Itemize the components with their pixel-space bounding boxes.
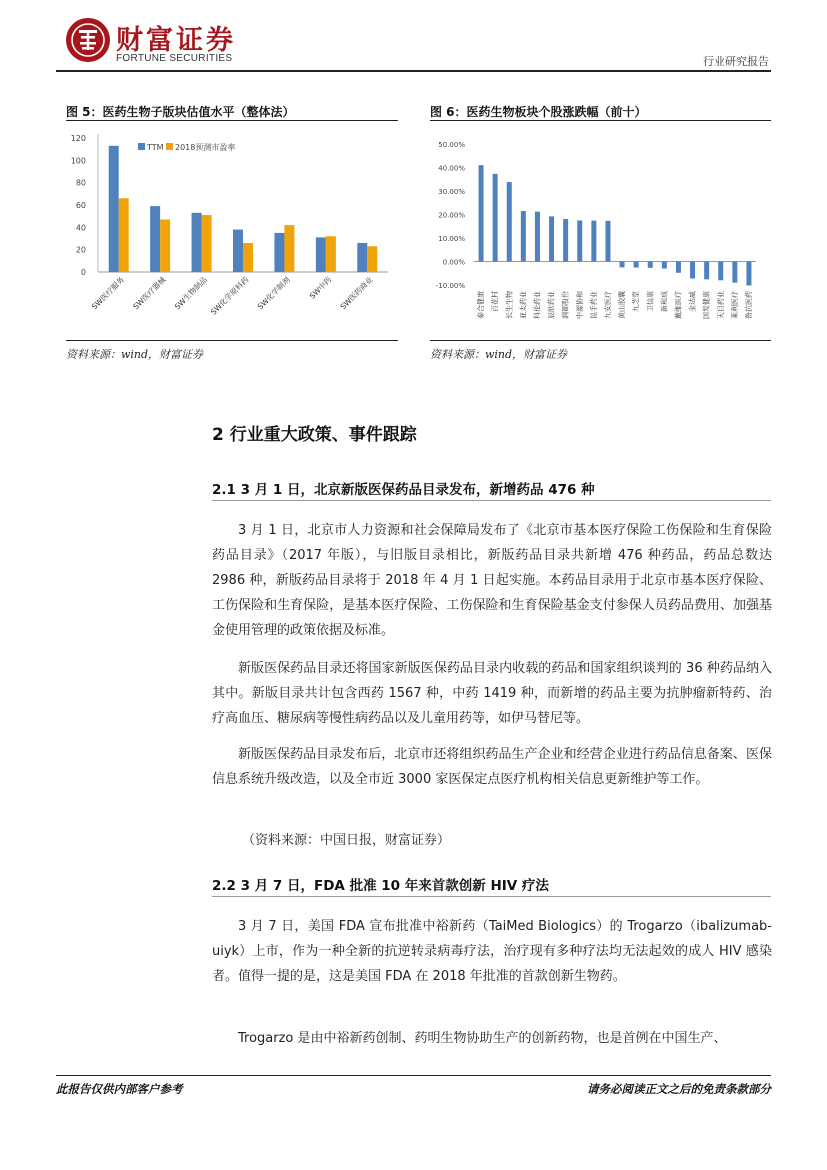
x-tick-label: SW医药商业 [338, 275, 375, 312]
bar-price-change [493, 174, 498, 262]
bar-price-change [676, 262, 681, 273]
x-tick-label: 天目药业 [716, 291, 725, 319]
x-tick-label: 卫信康 [646, 291, 655, 312]
bar-price-change [662, 262, 667, 269]
bar-ttm [150, 206, 160, 272]
bar-price-change [549, 216, 554, 261]
y-tick-label: 30.00% [438, 188, 465, 196]
y-tick-label: 40 [75, 223, 86, 233]
x-tick-label: 百花村 [491, 291, 500, 312]
section-2-1-paragraph-1: 3 月 1 日，北京市人力资源和社会保障局发布了《北京市基本医疗保险工伤保险和生育保险药品目录》（2017 年版），与旧版目录相比，新版药品目录共新增 476 种药品，药品总数达 2986 种，新版药品目录将于 2018 年 4 月 1 日起实施。本药品目录用于北京市基本医疗保险、工伤保险和生育保险，是基本医疗保险、工伤保险和生育保险基金支付参保人员药品费用、加强基金使用管理的政策依据及标准。 [212, 523, 772, 638]
bar-forecast-pe [367, 246, 377, 272]
x-tick-label: 新和成 [660, 291, 669, 312]
figure-6-top-rule [430, 120, 771, 121]
bar-price-change [521, 211, 526, 262]
bar-price-change [690, 262, 695, 279]
brand-name-en: FORTUNE SECURITIES [116, 53, 233, 64]
bar-forecast-pe [326, 236, 336, 272]
bar-price-change [704, 262, 709, 280]
bar-price-change [634, 262, 639, 268]
section-2-2-rule [212, 896, 771, 897]
bar-ttm [192, 213, 202, 272]
x-tick-label: 黄山胶囊 [618, 291, 627, 319]
bar-forecast-pe [160, 220, 170, 272]
y-tick-label: 0 [80, 268, 86, 277]
figure-5-top-rule [66, 120, 398, 121]
y-tick-label: 20.00% [438, 211, 465, 220]
section-2-1-heading: 2.1 3 月 1 日，北京新版医保药品目录发布，新增药品 476 种 [212, 482, 595, 498]
header-divider [56, 70, 771, 72]
bar-price-change [507, 182, 512, 261]
bar-price-change [563, 219, 568, 262]
x-tick-label: 泰合健康 [477, 291, 486, 319]
bar-forecast-pe [284, 225, 294, 272]
y-tick-label: 10.00% [438, 235, 465, 243]
x-tick-label: 戴维医疗 [674, 291, 683, 319]
section-2-heading: 2 行业重大政策、事件跟踪 [212, 425, 417, 445]
footer-divider [56, 1075, 771, 1076]
y-tick-label: 50.00% [438, 141, 465, 149]
figure-5-bottom-rule [66, 340, 398, 341]
footer-disclaimer-left: 此报告仅供内部客户参考 [56, 1082, 183, 1096]
section-2-2-heading: 2.2 3 月 7 日，FDA 批准 10 年来首款创新 HIV 疗法 [212, 878, 549, 894]
x-tick-label: SW中药 [307, 275, 334, 301]
footer-disclaimer-right: 请务必阅读正文之后的免责条款部分 [587, 1082, 771, 1096]
y-tick-label: 80 [75, 178, 86, 188]
section-2-1-paragraph-3: 新版医保药品目录发布后，北京市还将组织药品生产企业和经营企业进行药品信息备案、医保信息系统升级改造，以及全市近 3000 家医保定点医疗机构相关信息更新维护等工作。 [212, 747, 772, 787]
bar-price-change [746, 262, 751, 286]
x-tick-label: 长生生物 [505, 291, 514, 319]
y-tick-label: 40.00% [438, 164, 465, 173]
y-tick-label: 0.00% [442, 258, 465, 267]
section-2-1-source: （资料来源：中国日报，财富证券） [242, 833, 451, 848]
section-2-1-paragraph-2: 新版医保药品目录还将国家新版医保药品目录内收载的药品和国家组织谈判的 36 种药品纳入其中。新版目录共计包含西药 1567 种，中药 1419 种，而新增的药品主要为抗肿瘤新特药、治疗高血压、糖尿病等慢性病药品以及儿童用药等，如伊马替尼等。 [212, 661, 772, 726]
x-tick-label: 润都股份 [561, 291, 570, 319]
x-tick-label: SW医疗器械 [131, 275, 168, 312]
x-tick-label: 国发健康 [702, 291, 711, 319]
bar-price-change [591, 221, 596, 262]
x-tick-label: SW化学原料药 [208, 275, 251, 317]
x-tick-label: 鲁抗医药 [744, 291, 753, 319]
bar-price-change [479, 165, 484, 261]
bar-price-change [577, 220, 582, 261]
legend-label: 2018预测市盈率 [175, 143, 236, 152]
x-tick-label: SW生物制品 [172, 275, 209, 312]
y-tick-label: 60 [75, 201, 86, 210]
figure-6-bottom-rule [430, 340, 771, 341]
bar-price-change [620, 262, 625, 268]
brand-name-cn: 财富证券 [116, 25, 236, 56]
brand-logo-icon [66, 18, 110, 62]
bar-ttm [109, 146, 119, 272]
x-tick-label: 中源协和 [575, 291, 584, 319]
x-tick-label: 九芝堂 [632, 291, 641, 312]
section-2-2-paragraph-1: 3 月 7 日，美国 FDA 宣布批准中裕新药（TaiMed Biologics）的 Trogarzo（ibalizumab-uiyk）上市，作为一种全新的抗逆转录病毒疗法，治疗现有多种疗法均无法起效的成人 HIV 感染者。值得一提的是，这是美国 FDA 在 2018 年批准的首款创新生物药。 [212, 919, 772, 984]
bar-price-change [732, 262, 737, 283]
report-type-label: 行业研究报告 [703, 55, 769, 68]
x-tick-label: 九安医疗 [603, 291, 612, 319]
x-tick-label: 金达威 [688, 291, 697, 312]
x-tick-label: 莱利医疗 [730, 291, 739, 319]
bar-price-change [535, 212, 540, 262]
figure-6-title: 图 6：医药生物板块个股涨跌幅（前十） [430, 105, 647, 119]
x-tick-label: SW化学制剂 [255, 275, 292, 312]
bar-price-change [605, 221, 610, 262]
legend-label: TTM [147, 143, 164, 152]
seal-icon [66, 18, 110, 62]
figure-6-source: 资料来源：wind，财富证券 [430, 348, 568, 361]
bar-ttm [357, 243, 367, 272]
bar-forecast-pe [202, 215, 212, 272]
y-tick-label: -10.00% [435, 282, 465, 290]
bar-price-change [648, 262, 653, 268]
x-tick-label: SW医疗服务 [89, 275, 127, 312]
x-tick-label: 科伦药业 [533, 291, 542, 319]
bar-forecast-pe [119, 198, 129, 272]
section-2-1-rule [212, 500, 771, 501]
legend-swatch [138, 143, 145, 150]
legend-swatch [166, 143, 173, 150]
y-tick-label: 120 [70, 134, 86, 143]
bar-ttm [274, 233, 284, 272]
section-2-2-paragraph-2: Trogarzo 是由中裕新药创制、药明生物协助生产的创新药物，也是首例在中国生产、 [238, 1031, 727, 1046]
y-tick-label: 20 [75, 245, 86, 255]
figure-5-source: 资料来源：wind，财富证券 [66, 348, 204, 361]
figure-5-title: 图 5：医药生物子版块估值水平（整体法） [66, 105, 295, 119]
bar-forecast-pe [243, 243, 253, 272]
bar-price-change [718, 262, 723, 281]
x-tick-label: 昆手药业 [589, 291, 598, 319]
bar-ttm [316, 237, 326, 272]
bar-ttm [233, 230, 243, 272]
x-tick-label: 亚太药业 [519, 291, 528, 319]
figure-5-chart [66, 124, 398, 338]
y-tick-label: 100 [70, 156, 86, 166]
x-tick-label: 辰欣药业 [547, 291, 556, 319]
figure-6-chart [430, 124, 771, 338]
